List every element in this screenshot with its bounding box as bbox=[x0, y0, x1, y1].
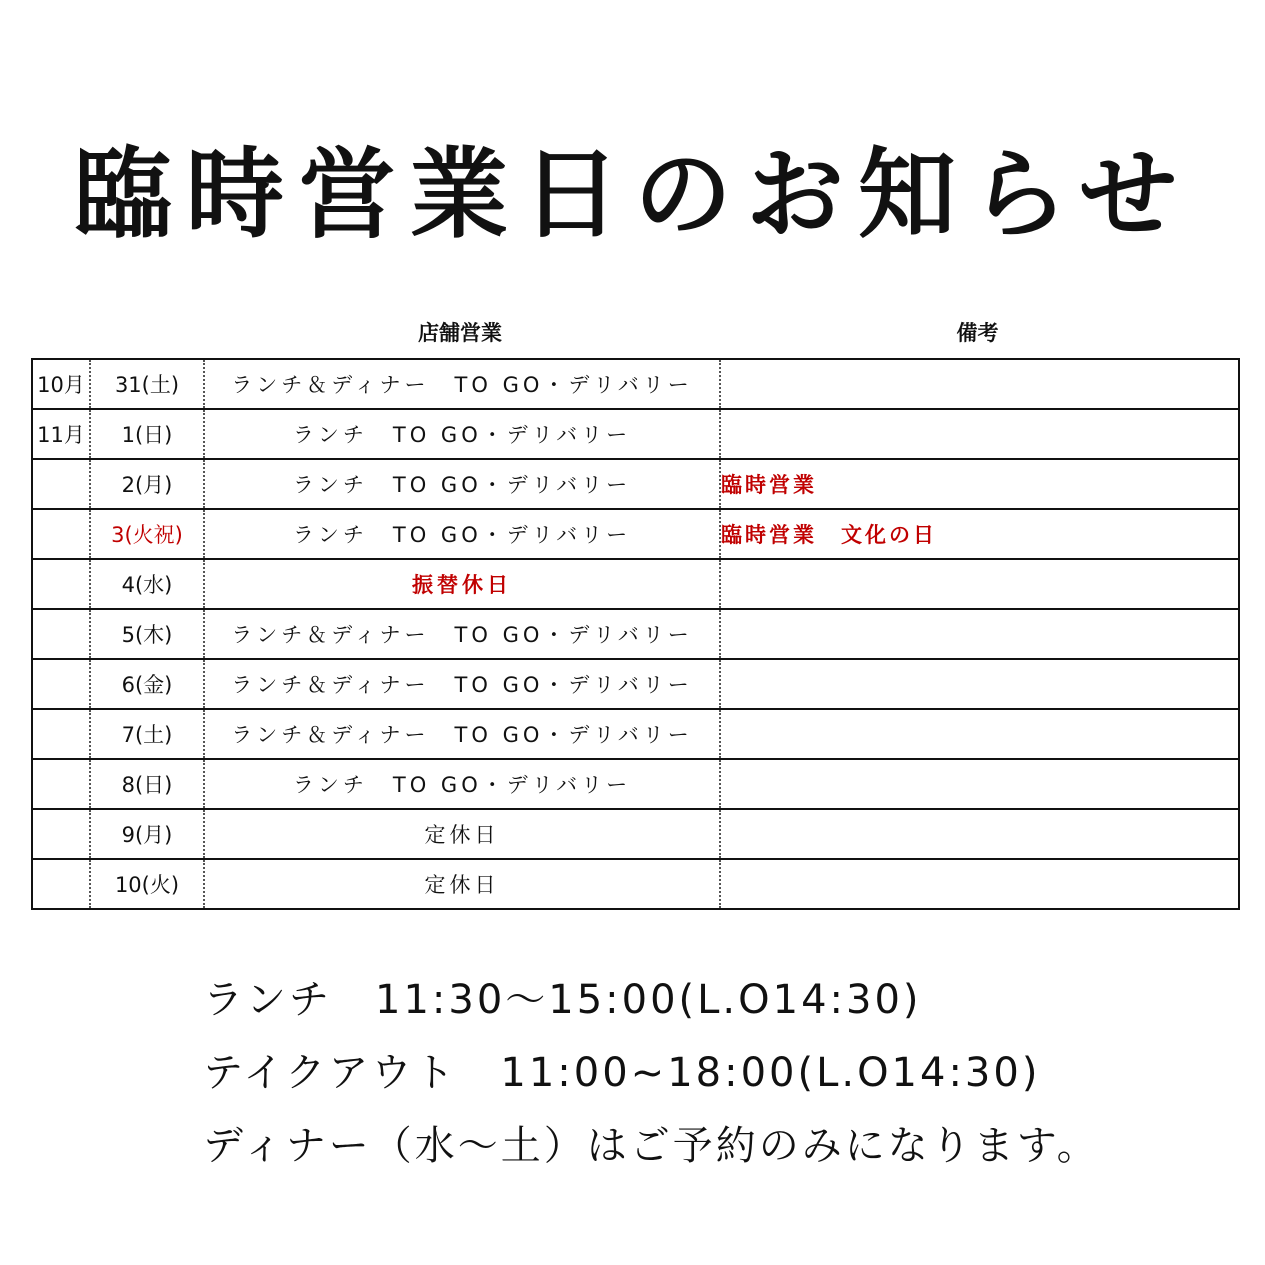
day-cell: 1(日) bbox=[90, 409, 204, 459]
day-cell: 7(土) bbox=[90, 709, 204, 759]
dinner-note: ディナー（水〜土）はご予約のみになります。 bbox=[203, 1123, 1100, 1169]
table-row bbox=[32, 459, 1239, 509]
note-cell bbox=[720, 859, 1239, 909]
month-cell: 10月 bbox=[32, 359, 90, 409]
note-cell bbox=[720, 709, 1239, 759]
month-cell bbox=[32, 509, 90, 559]
note-cell bbox=[720, 409, 1239, 459]
table-row bbox=[32, 509, 1239, 559]
store-cell: 定休日 bbox=[204, 859, 720, 909]
store-cell: ランチ＆ディナー TO GO・デリバリー bbox=[204, 359, 720, 409]
note-cell bbox=[720, 359, 1239, 409]
day-cell: 6(金) bbox=[90, 659, 204, 709]
page-title: 臨時営業日のお知らせ bbox=[73, 138, 1192, 252]
note-cell bbox=[720, 809, 1239, 859]
note-cell bbox=[720, 609, 1239, 659]
store-cell: 定休日 bbox=[204, 809, 720, 859]
table-row bbox=[32, 359, 1239, 409]
day-cell: 8(日) bbox=[90, 759, 204, 809]
month-cell bbox=[32, 559, 90, 609]
month-cell bbox=[32, 709, 90, 759]
note-cell: 臨時営業 文化の日 bbox=[720, 509, 1239, 559]
store-cell-holiday: 振替休日 bbox=[204, 559, 720, 609]
store-cell: ランチ TO GO・デリバリー bbox=[204, 459, 720, 509]
month-cell: 11月 bbox=[32, 409, 90, 459]
store-cell: ランチ TO GO・デリバリー bbox=[204, 509, 720, 559]
table-row bbox=[32, 809, 1239, 859]
table-row bbox=[32, 559, 1239, 609]
store-cell: ランチ＆ディナー TO GO・デリバリー bbox=[204, 609, 720, 659]
day-cell: 4(水) bbox=[90, 559, 204, 609]
day-cell: 31(土) bbox=[90, 359, 204, 409]
day-cell: 9(月) bbox=[90, 809, 204, 859]
schedule-table bbox=[31, 358, 1240, 910]
month-cell bbox=[32, 859, 90, 909]
table-row bbox=[32, 409, 1239, 459]
store-cell: ランチ＆ディナー TO GO・デリバリー bbox=[204, 709, 720, 759]
store-cell: ランチ＆ディナー TO GO・デリバリー bbox=[204, 659, 720, 709]
day-cell: 2(月) bbox=[90, 459, 204, 509]
month-cell bbox=[32, 459, 90, 509]
table-row bbox=[32, 859, 1239, 909]
note-cell: 臨時営業 bbox=[720, 459, 1239, 509]
note-cell bbox=[720, 659, 1239, 709]
store-cell: ランチ TO GO・デリバリー bbox=[204, 409, 720, 459]
day-cell-holiday: 3(火祝) bbox=[90, 509, 204, 559]
month-cell bbox=[32, 609, 90, 659]
month-cell bbox=[32, 809, 90, 859]
table-row bbox=[32, 609, 1239, 659]
day-cell: 10(火) bbox=[90, 859, 204, 909]
column-header-note: 備考 bbox=[956, 321, 999, 345]
day-cell: 5(木) bbox=[90, 609, 204, 659]
note-cell bbox=[720, 559, 1239, 609]
table-row bbox=[32, 659, 1239, 709]
month-cell bbox=[32, 659, 90, 709]
column-header-store: 店舗営業 bbox=[418, 321, 502, 345]
store-cell: ランチ TO GO・デリバリー bbox=[204, 759, 720, 809]
takeout-hours: テイクアウト 11:00~18:00(L.O14:30) bbox=[203, 1050, 1041, 1096]
month-cell bbox=[32, 759, 90, 809]
note-cell bbox=[720, 759, 1239, 809]
lunch-hours: ランチ 11:30〜15:00(L.O14:30) bbox=[203, 977, 922, 1023]
table-row bbox=[32, 709, 1239, 759]
table-row bbox=[32, 759, 1239, 809]
